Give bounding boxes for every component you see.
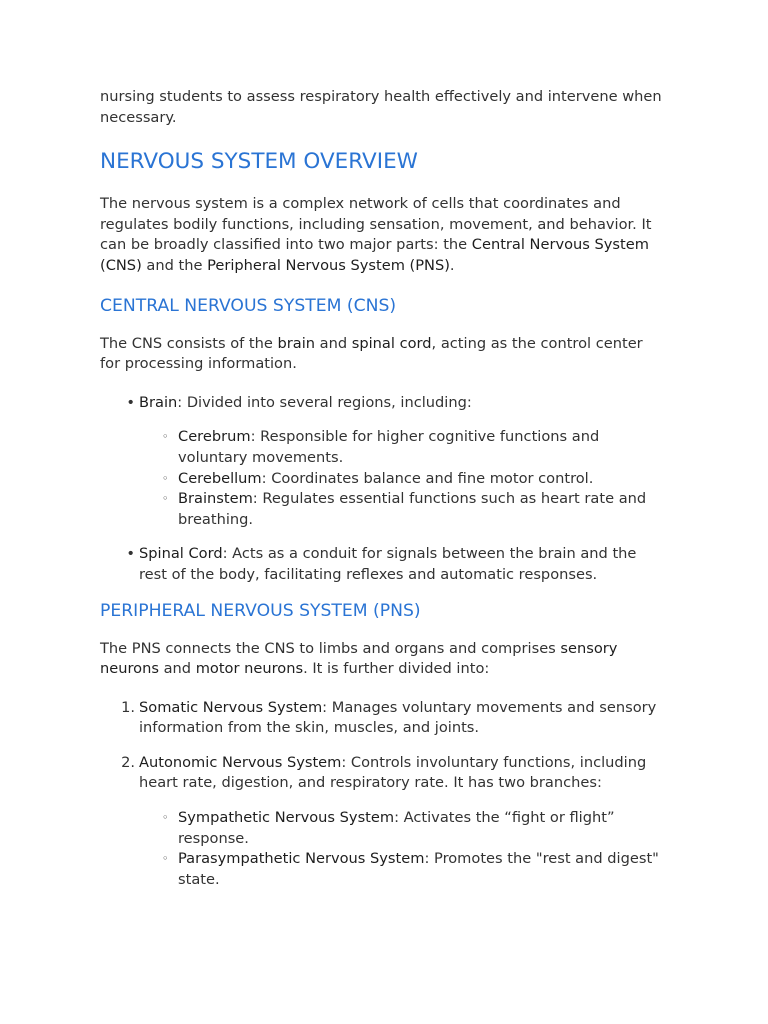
sublist-item-text: : Responsible for higher cognitive functions and voluntary movements.	[178, 428, 600, 466]
overview-text-2: and the	[141, 256, 208, 274]
sublist-item-term: Sympathetic Nervous System	[178, 809, 395, 827]
overview-term-pns: Peripheral Nervous System (PNS)	[207, 256, 450, 274]
list-item-term: Brain	[139, 393, 178, 411]
list-item-term: Autonomic Nervous System	[139, 753, 342, 771]
bullet-marker: •	[126, 545, 135, 563]
cns-text-3: , acting as the control center for processing information.	[100, 334, 643, 373]
number-marker: 1.	[121, 698, 135, 716]
circle-bullet-marker: ◦	[162, 492, 169, 506]
list-item	[100, 544, 666, 585]
sublist-item	[139, 489, 666, 530]
sublist-item	[139, 808, 666, 849]
intro-paragraph: nursing students to assess respiratory health effectively and intervene when necessary.	[100, 88, 662, 126]
overview-text-1: The nervous system is a complex network of cells that coordinates and regulates bodily functions, including sensation, movement, and behavior. It can be broadly classified into two major parts: the	[100, 195, 652, 254]
bullet-marker: •	[126, 393, 135, 411]
autonomic-sublist	[139, 808, 666, 890]
pns-text-3: . It is further divided into:	[303, 660, 490, 678]
sublist-item	[139, 849, 666, 890]
list-item-text: : Controls involuntary functions, including heart rate, digestion, and respiratory rate. It has two branches:	[139, 753, 647, 792]
sublist-item-text: : Regulates essential functions such as heart rate and breathing.	[178, 490, 647, 528]
list-item-text: : Acts as a conduit for signals between the brain and the rest of the body, facilitating reflexes and automatic responses.	[139, 545, 637, 583]
sublist-item-text: : Activates the “fight or flight” response.	[178, 809, 615, 847]
cns-term-brain: brain	[277, 334, 316, 352]
section-heading-overview: NERVOUS SYSTEM OVERVIEW	[100, 149, 418, 175]
cns-term-spinal-cord: spinal cord	[351, 334, 432, 352]
cns-text-2: and	[315, 334, 352, 352]
list-item-text: : Divided into several regions, including:	[177, 393, 472, 411]
sublist-item-term: Parasympathetic Nervous System	[178, 850, 425, 868]
list-item	[100, 753, 666, 891]
brain-sublist	[139, 427, 666, 530]
sublist-item-term: Cerebellum	[178, 469, 262, 487]
circle-bullet-marker: ◦	[162, 430, 169, 444]
document-page	[100, 87, 666, 904]
sublist-item-text: : Coordinates balance and fine motor control.	[261, 469, 594, 487]
cns-text-1: The CNS consists of the	[100, 334, 278, 352]
pns-text-1: The PNS connects the CNS to limbs and organs and comprises	[100, 639, 561, 657]
section-heading-cns: CENTRAL NERVOUS SYSTEM (CNS)	[100, 295, 397, 316]
overview-paragraph	[100, 194, 666, 276]
list-item	[100, 698, 666, 739]
pns-term-sensory-neurons: sensory neurons	[100, 639, 618, 678]
list-item	[100, 393, 666, 531]
circle-bullet-marker: ◦	[162, 852, 169, 866]
pns-paragraph	[100, 639, 666, 680]
list-item-term: Spinal Cord	[139, 545, 223, 563]
cns-paragraph	[100, 334, 666, 375]
overview-term-cns: Central Nervous System (CNS)	[100, 236, 649, 274]
sublist-item-term: Brainstem	[178, 490, 253, 508]
circle-bullet-marker: ◦	[162, 471, 169, 485]
sublist-item-term: Cerebrum	[178, 428, 251, 446]
cns-list	[100, 393, 666, 586]
overview-text-3: .	[449, 256, 455, 274]
list-item-term: Somatic Nervous System	[139, 698, 323, 716]
list-item-text: : Manages voluntary movements and sensory information from the skin, muscles, and joints.	[139, 698, 657, 737]
sublist-item-text: : Promotes the "rest and digest" state.	[178, 850, 659, 888]
circle-bullet-marker: ◦	[162, 811, 169, 825]
pns-list	[100, 698, 666, 891]
sublist-item	[139, 469, 666, 490]
section-heading-pns: PERIPHERAL NERVOUS SYSTEM (PNS)	[100, 600, 421, 621]
pns-term-motor-neurons: motor neurons	[195, 660, 304, 678]
pns-text-2: and	[158, 660, 196, 678]
number-marker: 2.	[121, 753, 135, 771]
sublist-item	[139, 427, 666, 468]
